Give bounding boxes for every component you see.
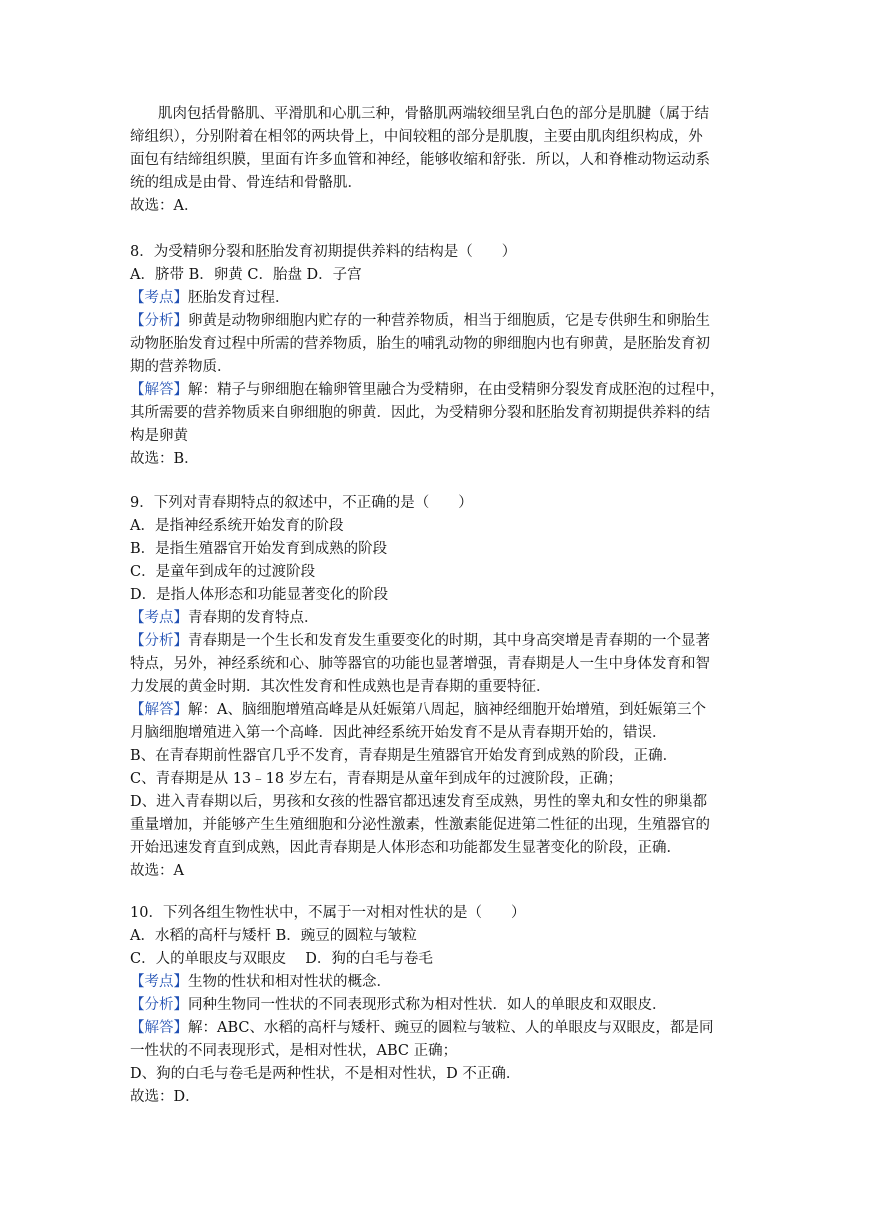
question-10	[130, 902, 742, 1109]
fenxi-line: 特点，另外，神经系统和心、肺等器官的功能也显著增强，青春期是人一生中身体发育和智	[130, 656, 710, 672]
kaodian-text: 青春期的发育特点．	[188, 610, 319, 626]
kaodian-line	[130, 287, 742, 310]
question-option: C．是童年到成年的过渡阶段	[130, 564, 316, 580]
question-stem: 9．下列对青春期特点的叙述中，不正确的是（ ）	[130, 495, 473, 511]
jieda-line: B、在青春期前性器官几乎不发育，青春期是生殖器官开始发育到成熟的阶段，正确．	[130, 748, 678, 764]
answer-line: 故选：A	[130, 863, 184, 879]
jieda-text: 解：A、脑细胞增殖高峰是从妊娠第八周起，脑神经细胞开始增殖，到妊娠第三个	[188, 702, 706, 718]
paragraph-line: 肌肉包括骨骼肌、平滑肌和心肌三种，骨骼肌两端较细呈乳白色的部分是肌腱（属于结	[158, 106, 709, 122]
jieda-line: D、狗的白毛与卷毛是两种性状，不是相对性状，D 不正确．	[130, 1066, 521, 1082]
jieda-line: 构是卵黄	[130, 428, 188, 444]
jieda-tag: 【解答】	[130, 382, 188, 398]
jieda-line: 其所需要的营养物质来自卵细胞的卵黄．因此，为受精卵分裂和胚胎发育初期提供养料的结	[130, 405, 710, 421]
jieda-line: 开始迅速发育直到成熟，因此青春期是人体形态和功能都发生显著变化的阶段，正确．	[130, 840, 681, 856]
answer-line: 故选：A．	[130, 198, 199, 214]
paragraph-line: 统的组成是由骨、骨连结和骨骼肌．	[130, 175, 362, 191]
fenxi-line: 力发展的黄金时期．其次性发育和性成熟也是青春期的重要特征．	[130, 679, 551, 695]
jieda-tag: 【解答】	[130, 702, 188, 718]
fenxi-line	[130, 630, 742, 653]
kaodian-text: 生物的性状和相对性状的概念．	[188, 974, 391, 990]
fenxi-text: 同种生物同一性状的不同表现形式称为相对性状．如人的单眼皮和双眼皮．	[188, 997, 667, 1013]
question-stem: 10．下列各组生物性状中，不属于一对相对性状的是（ ）	[130, 905, 526, 921]
jieda-line: 月脑细胞增殖进入第一个高峰．因此神经系统开始发育不是从青春期开始的，错误．	[130, 725, 667, 741]
jieda-line	[130, 1017, 742, 1040]
answer-line: 故选：D．	[130, 1089, 200, 1105]
question-stem: 8．为受精卵分裂和胚胎发育初期提供养料的结构是（ ）	[130, 244, 517, 260]
question-8	[130, 241, 742, 471]
kaodian-text: 胚胎发育过程．	[188, 290, 290, 306]
jieda-line: D、进入青春期以后，男孩和女孩的性器官都迅速发育至成熟，男性的睾丸和女性的卵巢都	[130, 794, 708, 810]
jieda-text: 解：精子与卵细胞在输卵管里融合为受精卵，在由受精卵分裂发育成胚泡的过程中，	[188, 382, 725, 398]
fenxi-line: 期的营养物质．	[130, 359, 232, 375]
kaodian-tag: 【考点】	[130, 290, 188, 306]
fenxi-line	[130, 310, 742, 333]
fenxi-text: 卵黄是动物卵细胞内贮存的一种营养物质，相当于细胞质，它是专供卵生和卵胎生	[188, 313, 710, 329]
question-options: A．脐带 B．卵黄 C．胎盘 D．子宫	[130, 267, 362, 283]
jieda-line	[130, 379, 742, 402]
fenxi-tag: 【分析】	[130, 633, 188, 649]
question-option: A．水稻的高杆与矮杆 B．豌豆的圆粒与皱粒	[130, 928, 417, 944]
fenxi-tag: 【分析】	[130, 997, 188, 1013]
question-9	[130, 492, 742, 883]
question-option: A．是指神经系统开始发育的阶段	[130, 518, 344, 534]
jieda-tag: 【解答】	[130, 1020, 188, 1036]
jieda-line: C、青春期是从 13﹣18 岁左右，青春期是从童年到成年的过渡阶段，正确；	[130, 771, 623, 787]
jieda-line: 重量增加，并能够产生生殖细胞和分泌性激素，性激素能促进第二性征的出现，生殖器官的	[130, 817, 710, 833]
fenxi-line: 动物胚胎发育过程中所需的营养物质，胎生的哺乳动物的卵细胞内也有卵黄，是胚胎发育初	[130, 336, 710, 352]
kaodian-tag: 【考点】	[130, 974, 188, 990]
jieda-line	[130, 699, 742, 722]
question-option: B．是指生殖器官开始发育到成熟的阶段	[130, 541, 388, 557]
kaodian-line	[130, 607, 742, 630]
answer-line: 故选：B．	[130, 451, 199, 467]
fenxi-tag: 【分析】	[130, 313, 188, 329]
fenxi-line	[130, 994, 742, 1017]
kaodian-tag: 【考点】	[130, 610, 188, 626]
paragraph-line: 缔组织），分别附着在相邻的两块骨上，中间较粗的部分是肌腹，主要由肌肉组织构成，外	[130, 129, 703, 145]
kaodian-line	[130, 971, 742, 994]
paragraph-line: 面包有结缔组织膜，里面有许多血管和神经，能够收缩和舒张．所以，人和脊椎动物运动系	[130, 152, 710, 168]
question-option: D．是指人体形态和功能显著变化的阶段	[130, 587, 389, 603]
jieda-text: 解：ABC、水稻的高杆与矮杆、豌豆的圆粒与皱粒、人的单眼皮与双眼皮，都是同	[188, 1020, 714, 1036]
question-option: C．人的单眼皮与双眼皮 D．狗的白毛与卷毛	[130, 951, 433, 967]
q7-explanation-continuation	[130, 103, 742, 218]
fenxi-text: 青春期是一个生长和发育发生重要变化的时期，其中身高突增是青春期的一个显著	[188, 633, 710, 649]
jieda-line: 一性状的不同表现形式，是相对性状，ABC 正确；	[130, 1043, 458, 1059]
